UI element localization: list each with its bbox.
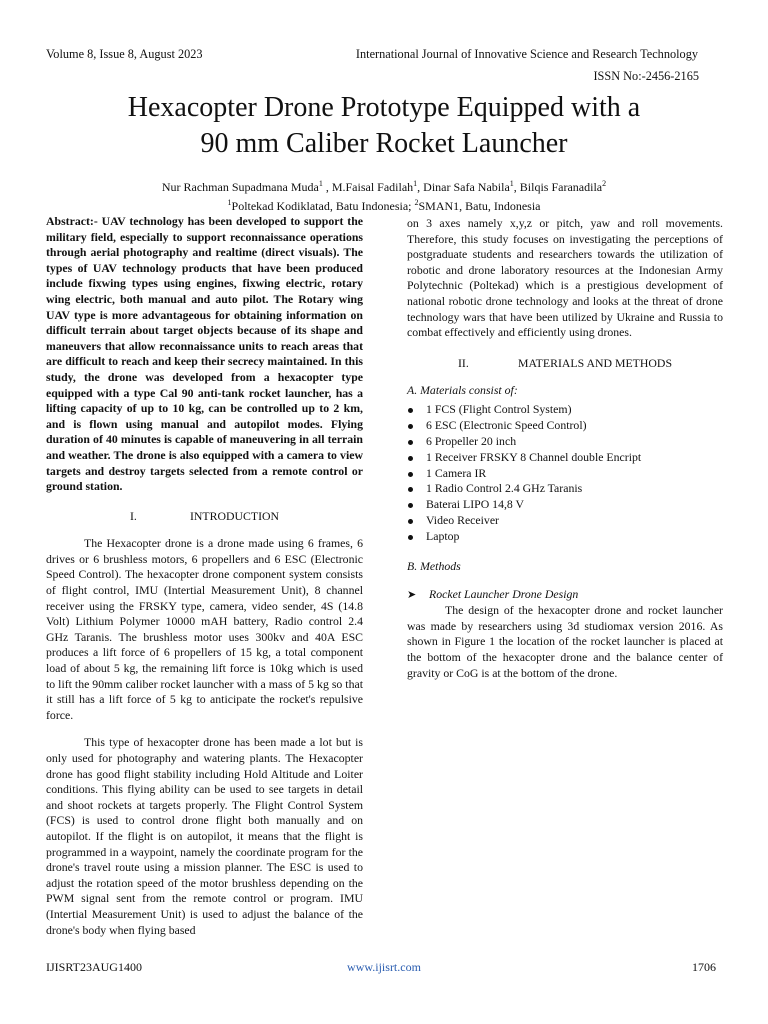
bullet-icon [408, 408, 413, 413]
materials-list [407, 402, 723, 545]
section-heading-introduction [46, 509, 363, 525]
footer-article-id: IJISRT23AUG1400 [46, 960, 142, 974]
paragraph-gap [46, 723, 363, 735]
affiliation-1: Poltekad Kodiklatad, Batu Indonesia; [231, 199, 415, 213]
list-item [407, 450, 723, 466]
running-header-journal: International Journal of Innovative Science and Research Technology [355, 47, 698, 61]
author-affiliation-mark: 2 [602, 179, 607, 188]
bullet-icon [408, 519, 413, 524]
author-separator: , [513, 180, 520, 194]
affiliation-mark: 2 [414, 198, 419, 207]
author-name: Nur Rachman Supadmana Muda [161, 180, 319, 194]
author-affiliation-mark: 1 [318, 179, 323, 188]
bullet-icon [408, 424, 413, 429]
title-line-2: 90 mm Caliber Rocket Launcher [200, 128, 568, 159]
list-item [407, 529, 723, 545]
section-title: INTRODUCTION [189, 508, 280, 523]
author-name: Bilqis Faranadila [519, 180, 603, 194]
paper-title [0, 90, 768, 162]
body-paragraph: The Hexacopter drone is a drone made using 6 frames, 6 drives or 6 brushless motors, 6 propellers and 6 ESC (Electronic Speed Control). The hexacopter drone component system consists of flight control, IMU (Intertial Measurement Unit), 8 channel receiver using the FRSKY type, camera, video sender, 4S (14.8 Volt) Lithium Polymer 10000 mAH battery, Radio control 2.4 GHz Taranis. The brushless motor uses 300kv and 40A ESC produces a lift force of 6 propellers of 15 kg, a total component load of about 5 kg, the remaining lift force is 10kg which is used to lift the 90mm caliber rocket launcher with a mass of 5 kg so that it still has a lift force of 5 kg to anticipate the rocket's repulsive force. [46, 536, 363, 722]
author-affiliation-mark: 1 [509, 179, 514, 188]
bullet-icon [408, 472, 413, 477]
list-item [407, 513, 723, 529]
author-affiliation-mark: 1 [413, 179, 418, 188]
bullet-icon [408, 487, 413, 492]
list-item-text: 6 Propeller 20 inch [426, 433, 517, 448]
title-line-1: Hexacopter Drone Prototype Equipped with a [127, 92, 641, 123]
list-item [407, 418, 723, 434]
body-paragraph: This type of hexacopter drone has been made a lot but is only used for photography and watering plants. The Hexacopter drone has good flight stability including Hold Altitude and Loiter conditions. This flying ability can be used to see targets in detail and shoot rockets at targets properly. The Flight Control System (FCS) is used to control drone flight both manually and on autopilot. If the flight is on autopilot, it means that the flight is programmed in a waypoint, namely the coordinate program for the drone's travel route using a mission planner. The ESC is used to adjust the rotation speed of the motor brushless depending on the PWM signal sent from the remote control or program. IMU (Intertial Measurement Unit) is used to adjust the balance of the drone's body when flying based [46, 735, 363, 937]
list-item [407, 481, 723, 497]
author-separator: , [322, 180, 332, 194]
list-item [407, 497, 723, 513]
bullet-icon [408, 535, 413, 540]
author-name: M.Faisal Fadilah [331, 180, 414, 194]
subsubsection-title: Rocket Launcher Drone Design [429, 586, 579, 601]
list-item-text: Laptop [426, 529, 460, 544]
list-item-text: 1 Radio Control 2.4 GHz Taranis [426, 481, 583, 496]
section-number: I. [129, 508, 137, 523]
list-item-text: Video Receiver [426, 513, 499, 528]
bullet-icon [408, 456, 413, 461]
left-column [46, 214, 363, 938]
bullet-icon [408, 440, 413, 445]
subsubsection-rocket-launcher [407, 587, 723, 604]
list-item [407, 434, 723, 450]
list-item-text: 6 ESC (Electronic Speed Control) [426, 417, 587, 432]
author-name: Dinar Safa Nabila [423, 180, 510, 194]
section-heading-materials-methods [407, 356, 723, 372]
body-paragraph: The design of the hexacopter drone and rocket launcher was made by researchers using 3d studiomax version 2016. As shown in Figure 1 the location of the rocket launcher is placed at the bottom of the hexacopter drone and the balance center of gravity or CoG is at the bottom of the drone. [407, 603, 723, 680]
arrow-bullet-icon: ➤ [407, 588, 417, 601]
abstract: Abstract:- UAV technology has been developed to support the military field, especially to support reconnaissance operations through aerial photography and realtime (direct visuals). The types of UAV technology products that have been produced include fixwing types using engines, fixwing electric, rotary wing electric, both manual and auto pilot. The Rotary wing UAV type is more advantageous for obtaining information on difficult terrain about target objects because of its shape and maneuvers that allow reconnaissance units to reach areas that are difficult to reach and keep their secrecy maintained. In this study, the drone was developed from a hexacopter type equipped with a type Cal 90 anti-tank rocket launcher, has a lifting capacity of up to 10 kg, can be controlled up to 2 km, and is flown using manual and autopilot modes. Flying duration of 40 minutes is capable of maneuvering in all terrain and weather. The drone is also equipped with a camera to view targets and destroy targets selected from a remote control or ground station. [46, 214, 363, 494]
right-column [407, 216, 723, 681]
issn: ISSN No:-2456-2165 [593, 69, 699, 83]
running-header-volume: Volume 8, Issue 8, August 2023 [46, 47, 203, 61]
section-number: II. [457, 355, 469, 370]
section-title: MATERIALS AND METHODS [517, 355, 673, 370]
list-item-text: 1 FCS (Flight Control System) [426, 401, 572, 416]
list-item [407, 402, 723, 418]
affiliation-2: SMAN1, Batu, Indonesia [418, 199, 541, 213]
list-item [407, 466, 723, 482]
list-item-text: 1 Camera IR [426, 465, 487, 480]
list-item-text: Baterai LIPO 14,8 V [426, 497, 525, 512]
body-paragraph: on 3 axes namely x,y,z or pitch, yaw and roll movements. Therefore, this study focuses on investigating the perceptions of postgraduate students and researchers towards the utilization of robotic and drone laboratory resources at the Indonesian Army Polytechnic (Poltekad) which is a prestigious development of national robotic drone technology and looks at the threat of drone technology wars that have been utilized by Ukraine and Russia to combat effectively and efficiently using drones. [407, 216, 723, 340]
footer-journal-link[interactable]: www.ijisrt.com [347, 960, 421, 974]
page-number: 1706 [692, 960, 716, 974]
bullet-icon [408, 503, 413, 508]
list-item-text: 1 Receiver FRSKY 8 Channel double Encript [426, 449, 642, 464]
author-list [0, 176, 768, 195]
subsection-materials: A. Materials consist of: [407, 383, 518, 398]
subsection-methods: B. Methods [407, 559, 461, 574]
author-block [0, 176, 768, 214]
affiliation-mark: 1 [227, 198, 232, 207]
author-separator: , [417, 180, 424, 194]
affiliations [0, 195, 768, 214]
